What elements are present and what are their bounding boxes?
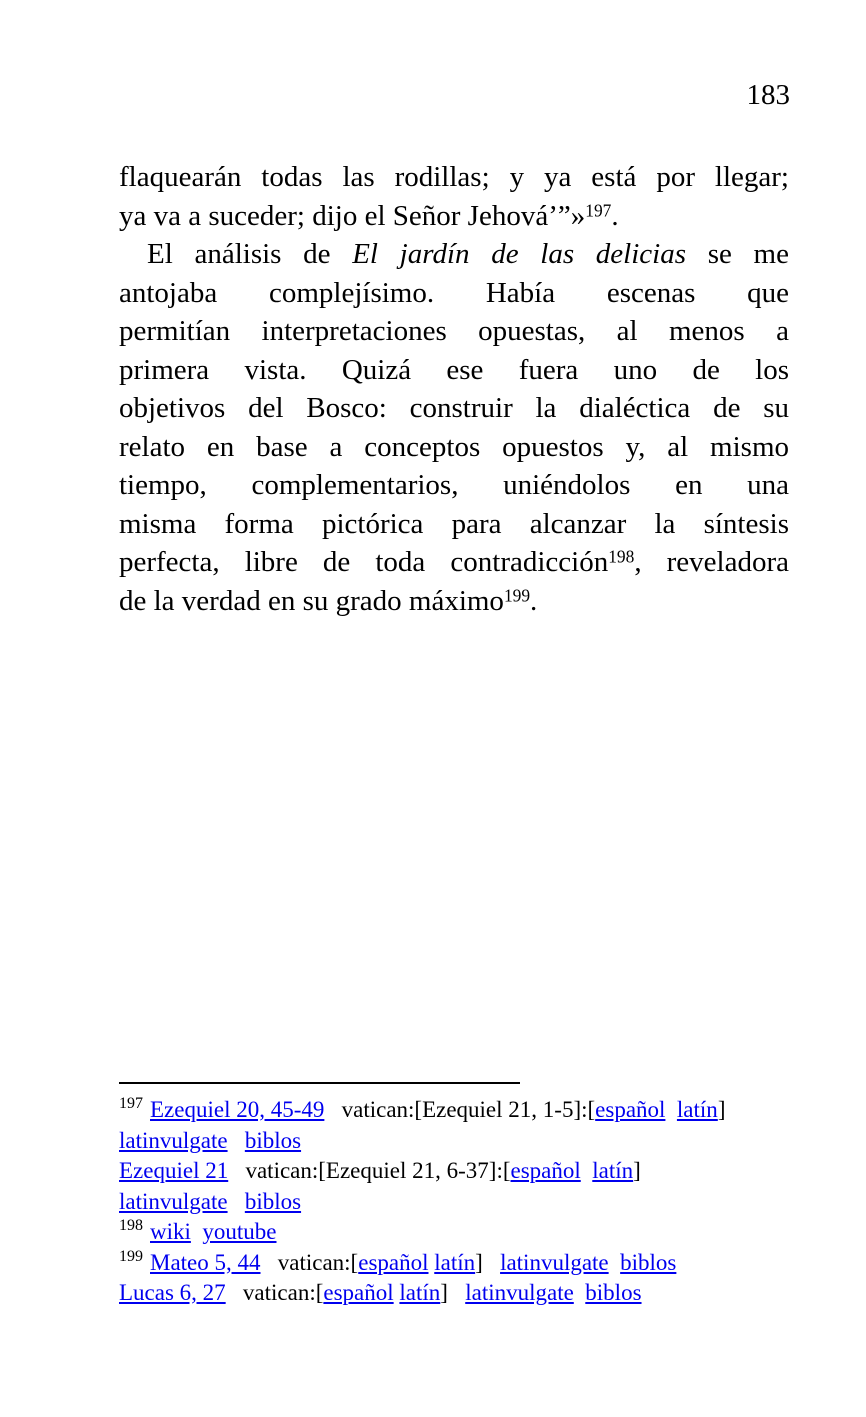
footnote-link[interactable]: Lucas 6, 27 — [119, 1280, 226, 1305]
text-segment: misma forma pictórica para alcanzar la síntesis — [119, 507, 789, 540]
text-segment: ] — [717, 1097, 726, 1122]
text-segment: vatican:[Ezequiel 21, 1-5]:[ — [324, 1097, 596, 1122]
text-segment — [228, 1189, 245, 1214]
footnote-link[interactable]: Ezequiel 21 — [119, 1158, 229, 1183]
text-segment: primera vista. Quizá ese fuera uno de los — [119, 353, 789, 386]
footnote-link[interactable]: latinvulgate — [119, 1188, 228, 1214]
footnote-line — [119, 1217, 805, 1248]
footnote-line — [119, 1126, 805, 1157]
text-segment: flaquearán todas las rodillas; y ya está por llegar; — [119, 161, 789, 193]
body-line — [119, 158, 789, 197]
footnote-link[interactable]: wiki — [150, 1219, 191, 1244]
body-line — [119, 505, 789, 544]
text-segment: antojaba complejísimo. Había escenas que — [119, 276, 789, 309]
text-segment: vatican:[Ezequiel 21, 6-37]:[ — [228, 1158, 511, 1183]
text-segment — [609, 1250, 621, 1275]
footnote-link[interactable]: latinvulgate — [465, 1280, 574, 1305]
footnote-marker: 198 — [119, 1217, 143, 1234]
text-segment: de la verdad en su grado máximo — [119, 584, 504, 617]
footnote-link[interactable]: biblos — [244, 1188, 302, 1214]
body-line — [119, 389, 789, 428]
text-segment: . — [530, 584, 538, 617]
body-line — [119, 197, 789, 236]
footnote-marker: 199 — [119, 1247, 143, 1265]
footnote-link[interactable]: Mateo 5, 44 — [150, 1249, 261, 1275]
footnote-line — [119, 1187, 805, 1218]
text-segment: ya va a suceder; dijo el Señor Jehová’”» — [119, 199, 586, 232]
text-segment: ] — [475, 1249, 501, 1275]
footnote-link[interactable]: latín — [399, 1280, 441, 1305]
text-segment: ] — [633, 1158, 641, 1183]
footnote-reference: 199 — [503, 584, 531, 605]
footnote-reference: 198 — [608, 546, 635, 567]
footnote-link[interactable]: biblos — [620, 1249, 677, 1275]
text-segment — [581, 1158, 593, 1183]
footnote-line — [119, 1248, 805, 1279]
paragraph — [119, 158, 789, 235]
page-number: 183 — [746, 79, 790, 111]
text-segment: perfecta, libre de toda contradicción — [119, 546, 609, 578]
footnote-line — [119, 1156, 805, 1187]
body-text — [119, 158, 789, 620]
footnote-marker: 197 — [119, 1095, 143, 1112]
text-segment: El análisis de — [147, 238, 353, 270]
footnote-link[interactable]: español — [323, 1280, 394, 1305]
text-segment: , reveladora — [634, 546, 790, 578]
footnote-link[interactable]: Ezequiel 20, 45-49 — [150, 1097, 325, 1122]
text-segment: se me — [686, 238, 789, 270]
text-segment: El jardín de las delicias — [352, 238, 687, 270]
footnote-separator — [119, 1082, 520, 1084]
text-segment — [574, 1280, 586, 1305]
text-segment — [665, 1097, 677, 1122]
body-line — [119, 274, 789, 313]
body-line — [119, 312, 789, 351]
paragraph — [119, 235, 789, 620]
text-segment: permitían interpretaciones opuestas, al menos a — [119, 315, 789, 347]
text-segment: . — [611, 199, 619, 232]
footnote-link[interactable]: español — [595, 1097, 666, 1122]
body-line — [119, 582, 789, 621]
text-segment: tiempo, complementarios, uniéndolos en una — [119, 469, 789, 501]
text-segment — [228, 1128, 245, 1153]
footnote-link[interactable]: latinvulgate — [500, 1249, 609, 1275]
footnote-line — [119, 1278, 805, 1309]
footnote-link[interactable]: biblos — [244, 1127, 302, 1153]
body-line — [119, 351, 789, 390]
footnote-link[interactable]: biblos — [585, 1280, 642, 1305]
footnote-link[interactable]: español — [358, 1249, 429, 1275]
footnote-line — [119, 1095, 805, 1126]
footnote-link[interactable]: latín — [434, 1249, 476, 1275]
text-segment: relato en base a conceptos opuestos y, al mismo — [119, 430, 789, 463]
footnote-link[interactable]: latinvulgate — [119, 1127, 228, 1153]
footnote-reference: 197 — [585, 199, 612, 220]
text-segment: ] — [440, 1280, 466, 1305]
footnote-link[interactable]: español — [510, 1158, 581, 1183]
footnote-link[interactable]: latín — [676, 1097, 718, 1122]
text-segment — [191, 1219, 203, 1244]
body-line — [119, 543, 789, 582]
footnote-link[interactable]: youtube — [202, 1219, 277, 1244]
text-segment: vatican:[ — [260, 1249, 359, 1275]
footnotes-section — [119, 1095, 805, 1309]
body-line — [119, 235, 789, 274]
text-segment: objetivos del Bosco: construir la dialéctica de su — [119, 392, 789, 424]
body-line — [119, 466, 789, 505]
text-segment: vatican:[ — [225, 1280, 324, 1305]
body-line — [119, 428, 789, 467]
footnote-link[interactable]: latín — [592, 1158, 634, 1183]
